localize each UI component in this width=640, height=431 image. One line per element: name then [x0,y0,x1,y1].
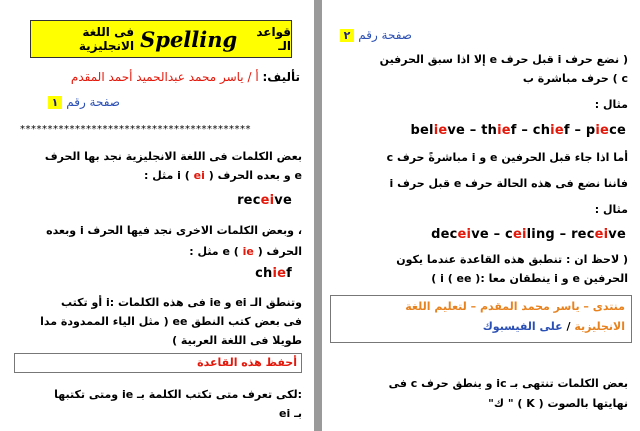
para3-line2: فى بعض كتب النطق ee ( مثل الياء الممدودة مدا [40,315,302,328]
ic-line2: نهايتها بالصوت ( K ) " ك" [488,397,628,410]
page-number-left [45,95,120,109]
example-word-receive: receive [237,193,292,208]
example-word-chief: chief [255,266,292,281]
ei-highlight: ei [193,169,209,182]
example-label-1: مثال : [594,98,628,111]
note-line2: الحرفين e و i ينطقان معا :i ( ee ) ) [431,272,628,285]
title-arabic-suffix: فى اللغة الانجليزية [78,25,135,53]
page-label: صفحة رقم [358,28,412,42]
page-number-badge: ١ [48,96,63,109]
forum-line2: الانجليزية / على الفيسبوك [482,320,625,333]
title-arabic-rule: قواعد الـ [256,25,291,53]
document-page-right [322,0,640,431]
divider-stars: ****************************************** [20,124,251,135]
title-english-spelling: Spelling [140,26,238,52]
para1-line2: e و بعده الحرف i ( ei ) مثل : [143,169,302,182]
ie-highlight: ie [242,245,258,258]
author-line [71,70,300,84]
title-box [30,20,292,58]
para2-line2: الحرف e ( ie ) مثل : [189,245,302,258]
examples-row-1: believe – thief – chief – piece [410,123,626,138]
forum-line1: منتدى – ياسر محمد المقدم – لتعليم اللغة [405,300,625,313]
page-label: صفحة رقم [66,95,120,109]
author-name: أ / ياسر محمد عبدالحميد أحمد المقدم [70,70,259,84]
ic-line1: بعض الكلمات تنتهى بـ ic و ينطق حرف c فى [388,377,628,390]
para3-line1: وتنطق الـ ei و ie فى هذه الكلمات :i أو تكتب [61,296,302,309]
question-line2: بـ ei [279,407,302,420]
para2-line1: ، وبعض الكلمات الاخرى نجد فيها الحرف i وبعده [46,224,302,237]
para1-line1: بعض الكلمات فى اللغة الانجليزية نجد بها الحرف [44,150,302,163]
author-label: تأليف: [262,70,300,84]
memorize-box [14,353,302,373]
rule-line2: c ) حرف مباشرة ب [522,72,628,85]
question-line1: :لكى تعرف متى تكتب الكلمة بـ ie ومتى تكتبها [54,388,302,401]
memorize-label: أحفظ هذه القاعدة [197,356,297,369]
page-number-right [337,28,412,42]
examples-row-2: deceive – ceiling – receive [431,227,626,242]
page-number-badge: ٢ [340,29,355,42]
document-page-left [0,0,314,431]
example-label-2: مثال : [594,203,628,216]
facebook-link[interactable]: على الفيسبوك [482,320,563,333]
rule-line1: ( نضع حرف i قبل حرف e إلا اذا سبق الحرفين [379,53,628,66]
note-line1: ( لاحظ ان : تنطبق هذه القاعدة عندما يكون [396,253,628,266]
rule2-line2: فاننا نضع فى هذه الحالة حرف e قبل حرف i [389,177,628,190]
para3-line3: طويلا فى اللغة العربية ) [172,334,302,347]
forum-box [330,295,632,343]
rule2-line1: أما اذا جاء قبل الحرفين e و i مباشرةً حرف c [386,151,628,164]
